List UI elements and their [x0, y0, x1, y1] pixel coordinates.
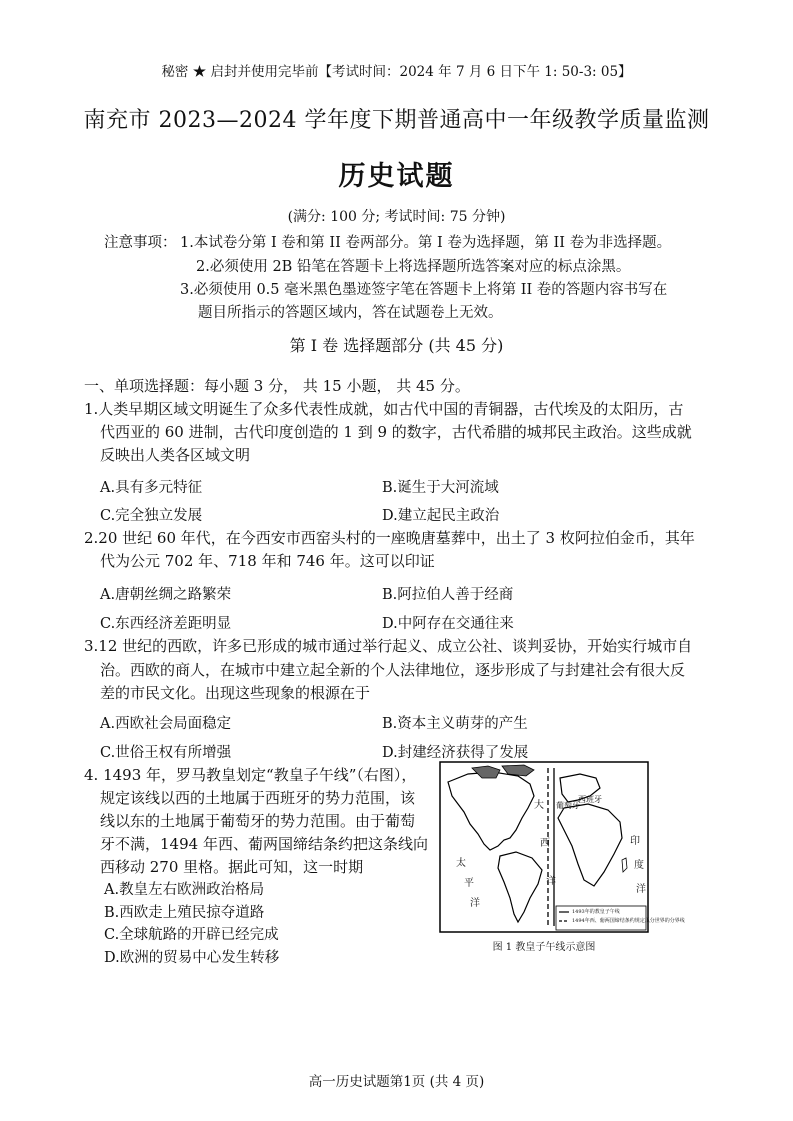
question-4-line-3: 线以东的土地属于葡萄牙的势力范围。由于葡萄: [100, 812, 416, 830]
question-4-line-1: 4. 1493 年，罗马教皇划定“教皇子午线”（右图），: [84, 766, 417, 784]
question-2-option-d: D.中阿存在交通往来: [382, 616, 514, 632]
question-4-option-b: B.西欧走上殖民掠夺道路: [104, 905, 265, 921]
section-instruction: 一、单项选择题：每小题 3 分， 共 15 小题， 共 45 分。: [84, 377, 470, 395]
question-3-option-d: D.封建经济获得了发展: [382, 745, 529, 761]
papal-line-map-figure: [438, 760, 685, 958]
question-4-line-4: 牙不满，1494 年西、葡两国缔结条约把这条线向: [100, 835, 428, 853]
question-1-option-b: B.诞生于大河流域: [382, 480, 499, 496]
question-2-option-a: A.唐朝丝绸之路繁荣: [100, 587, 232, 603]
map-label-atlantic-1: 大: [534, 800, 544, 811]
question-2-option-b: B.阿拉伯人善于经商: [382, 587, 514, 603]
score-time-line: (满分: 100 分; 考试时间: 75 分钟): [287, 209, 506, 225]
page-footer: 高一历史试题第1页 (共 4 页): [308, 1074, 485, 1090]
question-3-line-1: 3.12 世纪的西欧，许多已形成的城市通过举行起义、成立公社、谈判妥协，开始实行城市自: [84, 637, 693, 655]
section-title: 第 I 卷 选择题部分 (共 45 分): [289, 336, 504, 355]
map-label-indian-3: 洋: [636, 884, 646, 895]
notice-item-3-cont: 题目所指示的答题区域内，答在试题卷上无效。: [198, 305, 503, 321]
notice-item-1: 1.本试卷分第 I 卷和第 II 卷两部分。第 I 卷为选择题，第 II 卷为非选择题。: [180, 235, 672, 251]
map-legend-1494: 1494年西、葡两国缔结条约规定瓜分世界的分界线: [572, 918, 685, 924]
question-1-line-2: 代西亚的 60 进制，古代印度创造的 1 到 9 的数字，古代希腊的城邦民主政治。这些成就: [100, 423, 692, 441]
map-label-pacific-1: 太: [456, 858, 466, 869]
map-label-pacific-2: 平: [464, 878, 474, 889]
notice-item-2: 2.必须使用 2B 铅笔在答题卡上将选择题所选答案对应的标点涂黑。: [196, 259, 631, 275]
subject-title: 历史试题: [338, 161, 455, 192]
exam-title: 南充市 2023—2024 学年度下期普通高中一年级教学质量监测: [83, 108, 710, 133]
map-caption: 图 1 教皇子午线示意图: [492, 942, 596, 953]
question-3-option-b: B.资本主义萌芽的产生: [382, 716, 528, 732]
map-label-portugal: 葡萄牙: [556, 801, 580, 810]
map-label-atlantic-2: 西: [540, 838, 550, 849]
question-3-option-a: A.西欧社会局面稳定: [100, 716, 232, 732]
world-map-icon: [438, 760, 650, 958]
question-4-line-2: 规定该线以西的土地属于西班牙的势力范围，该: [100, 789, 416, 807]
question-2-option-c: C.东西经济差距明显: [100, 616, 232, 632]
question-4-option-d: D.欧洲的贸易中心发生转移: [104, 950, 280, 966]
question-4-option-a: A.教皇左右欧洲政治格局: [104, 882, 265, 898]
question-2-line-1: 2.20 世纪 60 年代，在今西安市西窑头村的一座晚唐墓葬中，出土了 3 枚阿拉伯金币，其年: [84, 529, 695, 547]
question-2-line-2: 代为公元 702 年、718 年和 746 年。这可以印证: [100, 552, 435, 570]
question-1-option-a: A.具有多元特征: [100, 480, 203, 496]
map-label-indian-2: 度: [634, 860, 644, 871]
map-label-spain: 西班牙: [578, 795, 602, 804]
secret-line: 秘密 ★ 启封并使用完毕前【考试时间：2024 年 7 月 6 日下午 1: 50-3: 05】: [161, 64, 632, 80]
map-label-indian-1: 印: [630, 836, 640, 847]
notice-item-3: 3.必须使用 0.5 毫米黑色墨迹签字笔在答题卡上将第 II 卷的答题内容书写在: [180, 282, 668, 298]
map-legend-1493: 1493年的教皇子午线: [572, 909, 620, 915]
question-1-line-1: 1.人类早期区域文明诞生了众多代表性成就，如古代中国的青铜器，古代埃及的太阳历，古: [84, 400, 684, 418]
question-3-option-c: C.世俗王权有所增强: [100, 745, 232, 761]
question-3-line-2: 治。西欧的商人，在城市中建立起全新的个人法律地位，逐步形成了与封建社会有很大反: [100, 661, 686, 679]
question-4-option-c: C.全球航路的开辟已经完成: [104, 927, 279, 943]
question-3-line-3: 差的市民文化。出现这些现象的根源在于: [100, 684, 371, 702]
question-1-line-3: 反映出人类各区域文明: [100, 446, 251, 464]
question-1-option-c: C.完全独立发展: [100, 508, 203, 524]
notice-label: 注意事项：: [104, 235, 177, 251]
map-label-pacific-3: 洋: [470, 898, 480, 909]
map-label-atlantic-3: 洋: [546, 876, 556, 887]
question-4-line-5: 西移动 270 里格。据此可知，这一时期: [100, 858, 364, 876]
question-1-option-d: D.建立起民主政治: [382, 508, 500, 524]
